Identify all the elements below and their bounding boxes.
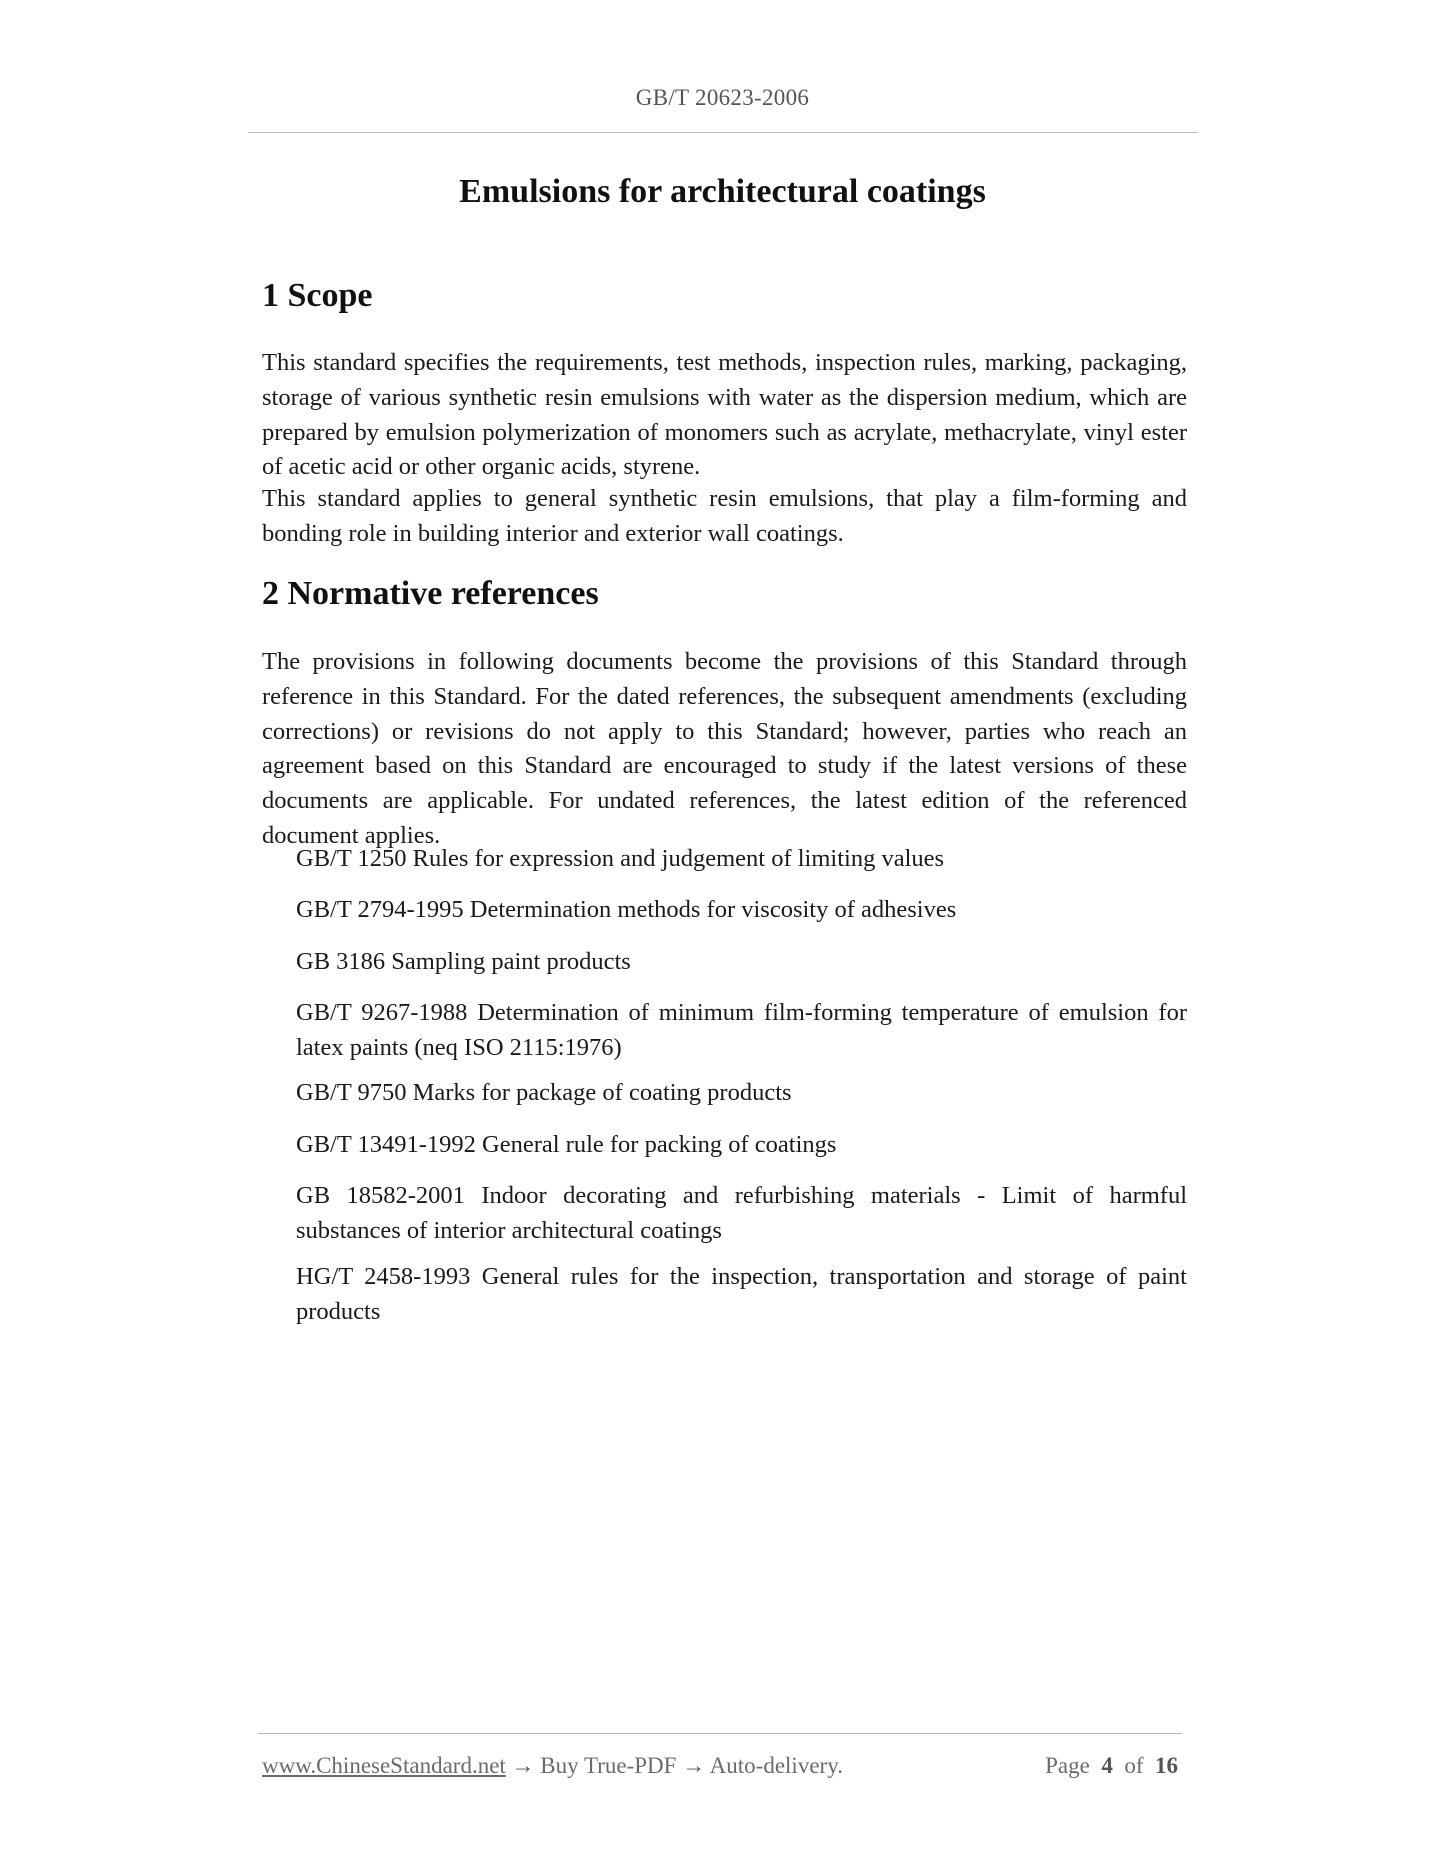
section-heading: 1 Scope [262, 277, 373, 314]
page-label: Page [1045, 1753, 1090, 1778]
references-intro-paragraph: The provisions in following documents become the provisions of this Standard through reference in this Standard. For the dated references, the subsequent amendments (excluding corrections) or revisions do not apply to this Standard; however, parties who reach an agreement based on this Standard are encouraged to study if the latest versions of these documents are applicable. For undated references, the latest edition of the referenced document applies. [262, 648, 1187, 849]
reference-item: GB 18582-2001 Indoor decorating and refurbishing materials - Limit of harmful substances of interior architectural coatings [296, 1182, 1187, 1244]
references-intro-container [262, 645, 1187, 854]
reference-item: GB/T 9267-1988 Determination of minimum film-forming temperature of emulsion for latex paints (neq ISO 2115:1976) [296, 999, 1187, 1061]
page-indicator [1045, 1753, 1178, 1779]
section-scope [262, 277, 1187, 315]
scope-paragraph: This standard specifies the requirements, test methods, inspection rules, marking, packaging, storage of various synthetic resin emulsions with water as the dispersion medium, which are prepared by emulsion polymerization of monomers such as acrylate, methacrylate, vinyl ester of acetic acid or other organic acids, styrene. [262, 349, 1187, 481]
footer-divider [258, 1733, 1182, 1734]
scope-paragraph: This standard applies to general synthetic resin emulsions, that play a film-forming and bonding role in building interior and exterior wall coatings. [262, 485, 1187, 547]
footer-promo [262, 1753, 843, 1779]
reference-item: GB 3186 Sampling paint products [296, 948, 631, 975]
delivery-text: Auto-delivery. [709, 1753, 843, 1778]
of-label: of [1124, 1753, 1144, 1778]
running-header: GB/T 20623-2006 [635, 85, 810, 110]
section-heading: 2 Normative references [262, 575, 599, 612]
page-current: 4 [1101, 1753, 1113, 1778]
scope-paragraph-2-container [262, 482, 1187, 552]
document-title: Emulsions for architectural coatings [459, 173, 986, 210]
header-divider [248, 132, 1198, 133]
arrow-right-icon: → [511, 1753, 535, 1778]
reference-item: GB/T 9750 Marks for package of coating products [296, 1079, 792, 1106]
page-total: 16 [1155, 1753, 1178, 1778]
scope-paragraph-1-container [262, 346, 1187, 485]
reference-item: GB/T 2794-1995 Determination methods for viscosity of adhesives [296, 896, 957, 923]
reference-item: GB/T 13491-1992 General rule for packing of coatings [296, 1131, 837, 1158]
arrow-right-icon: → [682, 1753, 706, 1778]
section-normative-references [262, 575, 1187, 613]
reference-item: HG/T 2458-1993 General rules for the inspection, transportation and storage of paint products [296, 1263, 1187, 1325]
site-link[interactable]: www.ChineseStandard.net [262, 1753, 506, 1778]
buy-text: Buy True-PDF [540, 1753, 677, 1778]
reference-item: GB/T 1250 Rules for expression and judgement of limiting values [296, 845, 945, 872]
